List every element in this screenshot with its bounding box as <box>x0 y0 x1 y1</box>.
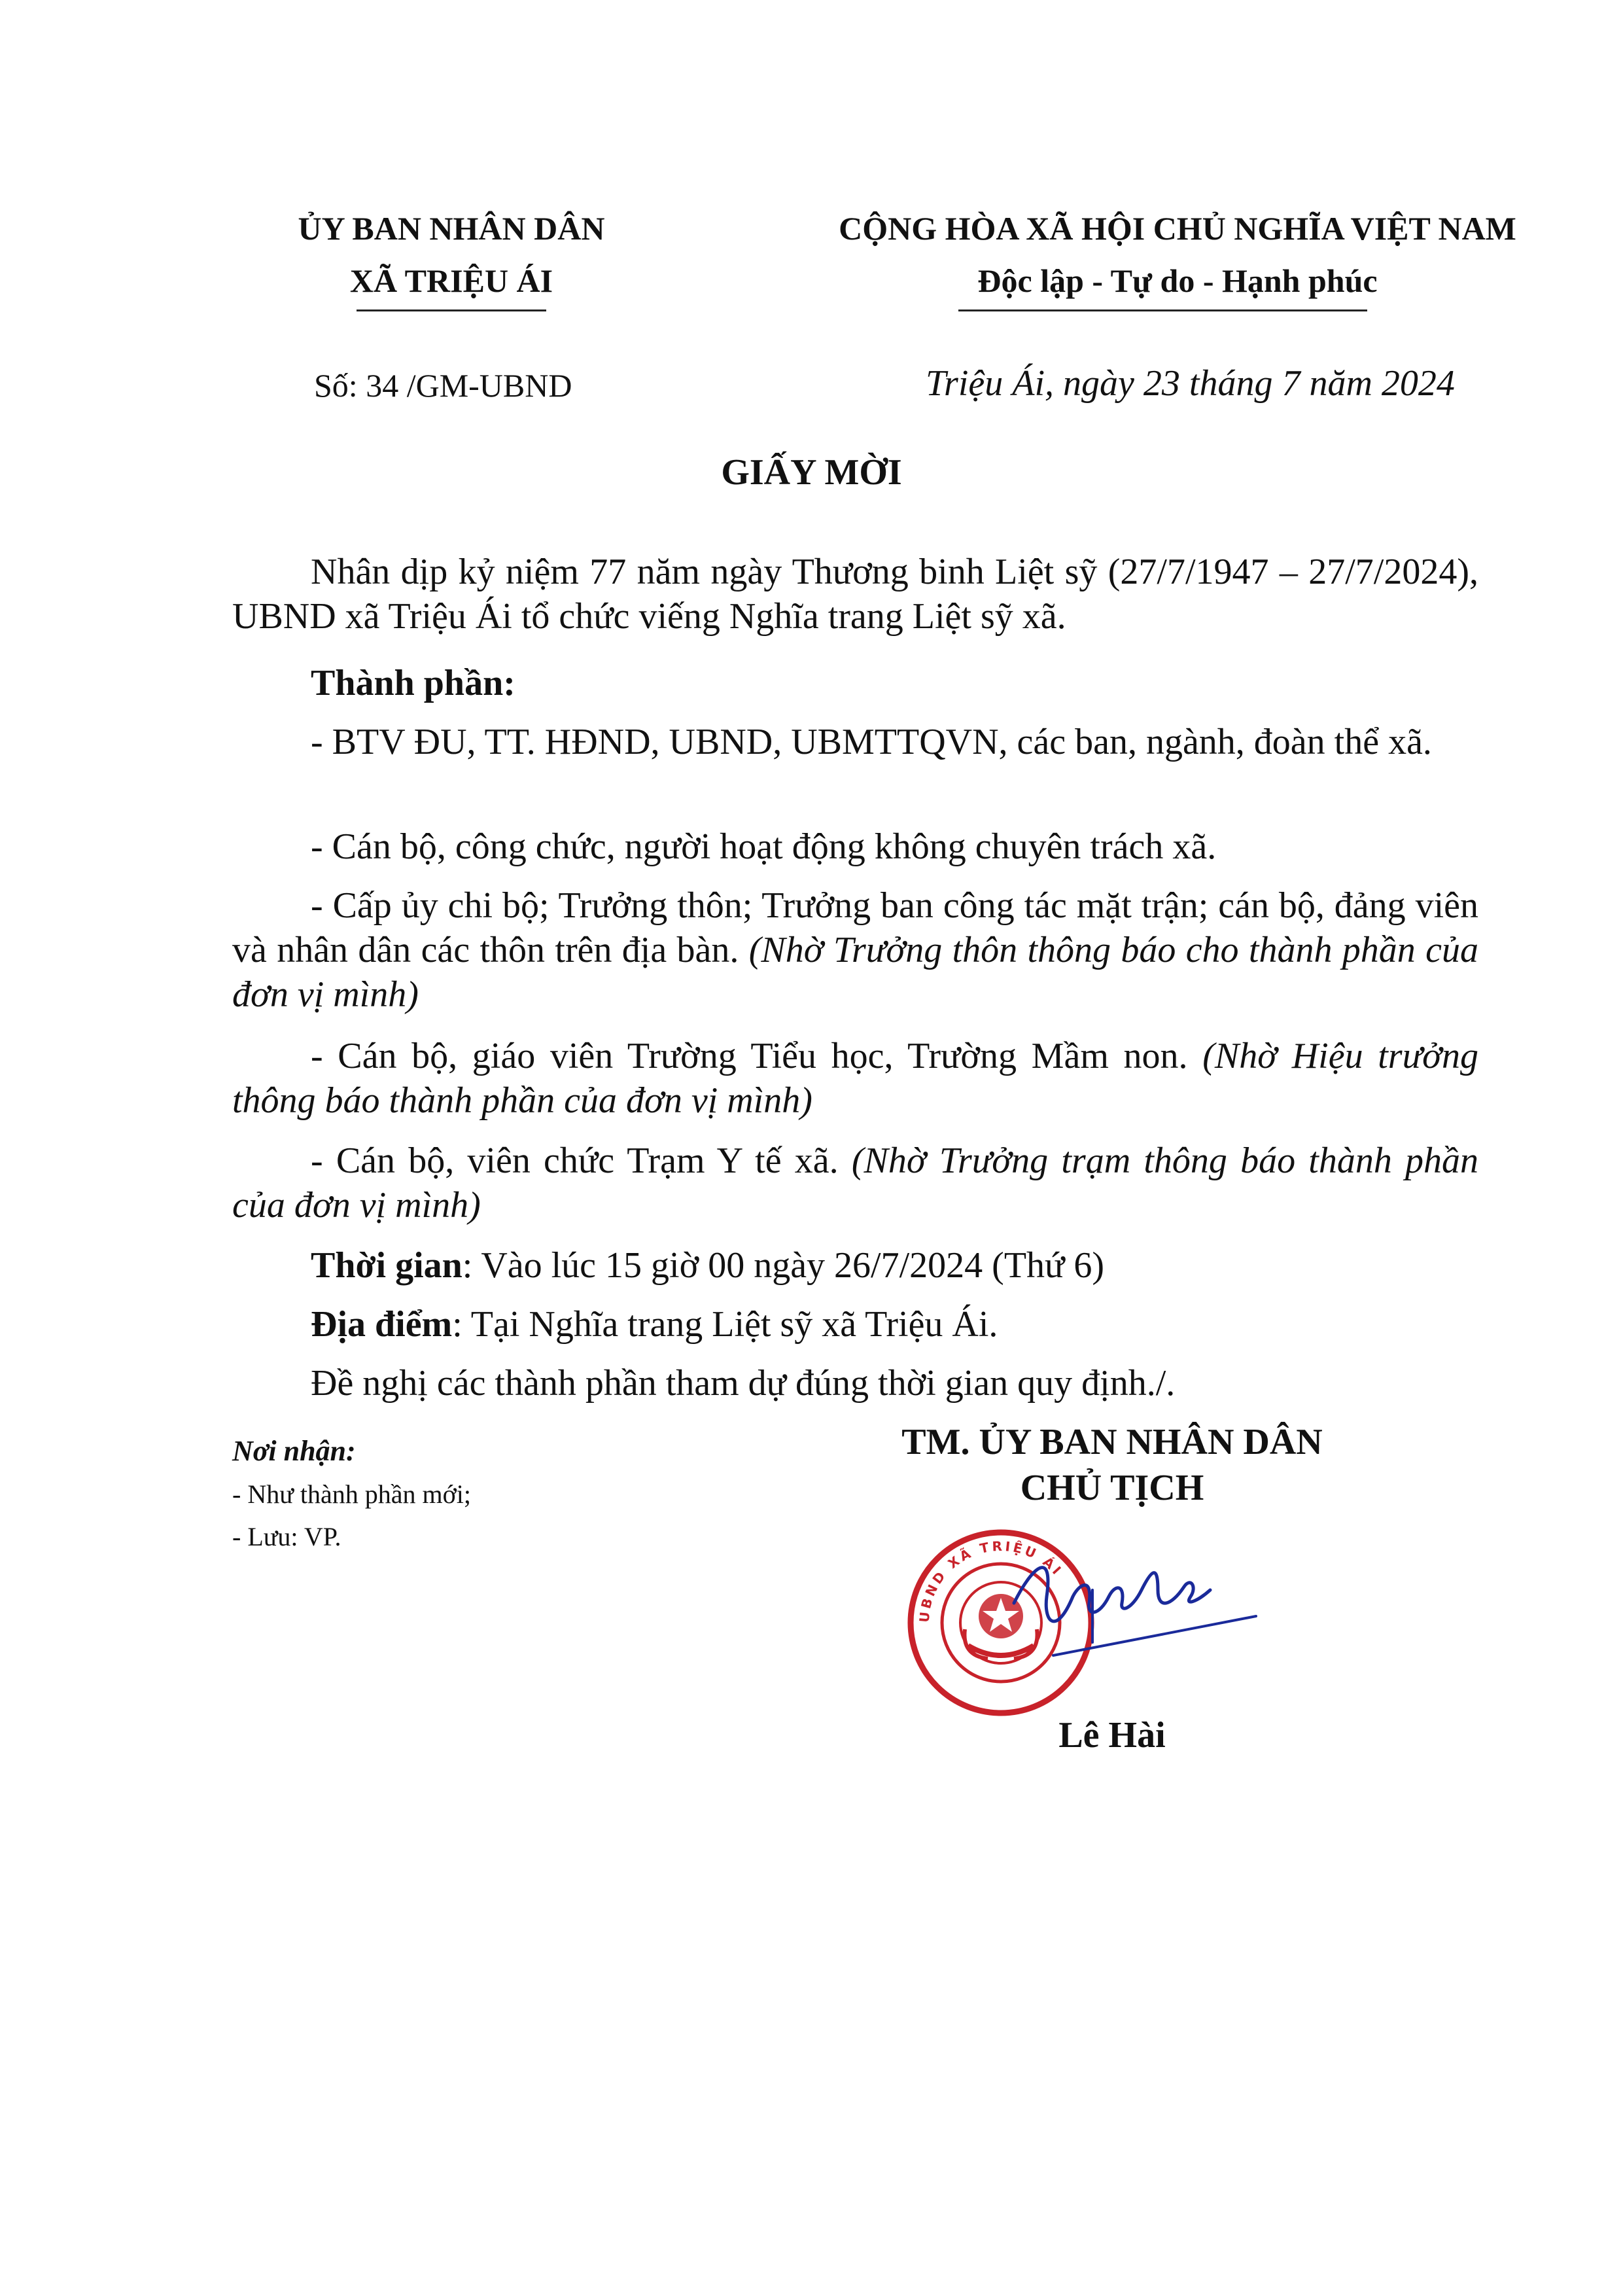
participant-item-5-text: - Cán bộ, viên chức Trạm Y tế xã. <box>311 1140 839 1181</box>
time-label: Thời gian <box>311 1245 462 1286</box>
participant-item-5 <box>232 1139 1478 1227</box>
participant-item-1: - BTV ĐU, TT. HĐND, UBND, UBMTTQVN, các ban, ngành, đoàn thể xã. <box>311 722 1432 762</box>
commune-name: XÃ TRIỆU ÁI <box>349 262 553 299</box>
participant-item-4-text: - Cán bộ, giáo viên Trường Tiểu học, Trường Mầm non. <box>311 1036 1188 1076</box>
recipients-label: Nơi nhận: <box>232 1435 356 1467</box>
participant-item-2: - Cán bộ, công chức, người hoạt động không chuyên trách xã. <box>311 826 1217 867</box>
intro-paragraph: Nhân dịp kỷ niệm 77 năm ngày Thương binh Liệt sỹ (27/7/1947 – 27/7/2024), UBND xã Triệu Ái tổ chức viếng Nghĩa trang Liệt sỹ xã. <box>232 552 1478 637</box>
participant-item-3-text: - Cấp ủy chi bộ; Trưởng thôn; Trưởng ban công tác mặt trận; cán bộ, đảng viên và nhân dân các thôn trên địa bàn. <box>232 885 1478 970</box>
national-motto: Độc lập - Tự do - Hạnh phúc <box>977 262 1378 299</box>
signer-name: Lê Hài <box>1058 1715 1166 1756</box>
participant-item-3-note: (Nhờ Trưởng thôn thông báo cho thành phần của đơn vị mình) <box>232 930 1478 1015</box>
right-header-rule <box>958 309 1367 311</box>
place-and-date: Triệu Ái, ngày 23 tháng 7 năm 2024 <box>926 363 1455 404</box>
participants-label: Thành phần: <box>311 663 515 703</box>
recipient-item-1: - Như thành phần mới; <box>232 1479 471 1509</box>
location-value: : Tại Nghĩa trang Liệt sỹ xã Triệu Ái. <box>452 1304 998 1345</box>
signature-title-1: TM. ỦY BAN NHÂN DÂN <box>901 1422 1323 1462</box>
time-line <box>232 1243 1478 1288</box>
time-value: : Vào lúc 15 giờ 00 ngày 26/7/2024 (Thứ 6) <box>462 1245 1105 1286</box>
seal-text: UBND XÃ TRIỆU ÁI <box>916 1538 1066 1623</box>
agency-name: ỦY BAN NHÂN DÂN <box>298 210 605 247</box>
left-header-rule <box>357 309 546 311</box>
participant-item-5-note: (Nhờ Trưởng trạm thông báo thành phần của đơn vị mình) <box>232 1140 1478 1226</box>
participant-item-3 <box>232 883 1478 1017</box>
signature-title-2: CHỦ TỊCH <box>1020 1468 1204 1508</box>
location-line <box>232 1302 1478 1347</box>
closing-line: Đề nghị các thành phần tham dự đúng thời gian quy định./. <box>311 1363 1176 1404</box>
participant-item-4-note: (Nhờ Hiệu trưởng thông báo thành phần của đơn vị mình) <box>232 1036 1479 1121</box>
document-title: GIẤY MỜI <box>721 452 902 493</box>
country-name: CỘNG HÒA XÃ HỘI CHỦ NGHĨA VIỆT NAM <box>839 210 1516 247</box>
handwritten-signature-icon <box>994 1525 1269 1669</box>
participant-item-4 <box>232 1034 1478 1123</box>
location-label: Địa điểm <box>311 1304 453 1345</box>
document-number: Số: 34 /GM-UBND <box>314 367 572 404</box>
recipient-item-2: - Lưu: VP. <box>232 1522 341 1551</box>
